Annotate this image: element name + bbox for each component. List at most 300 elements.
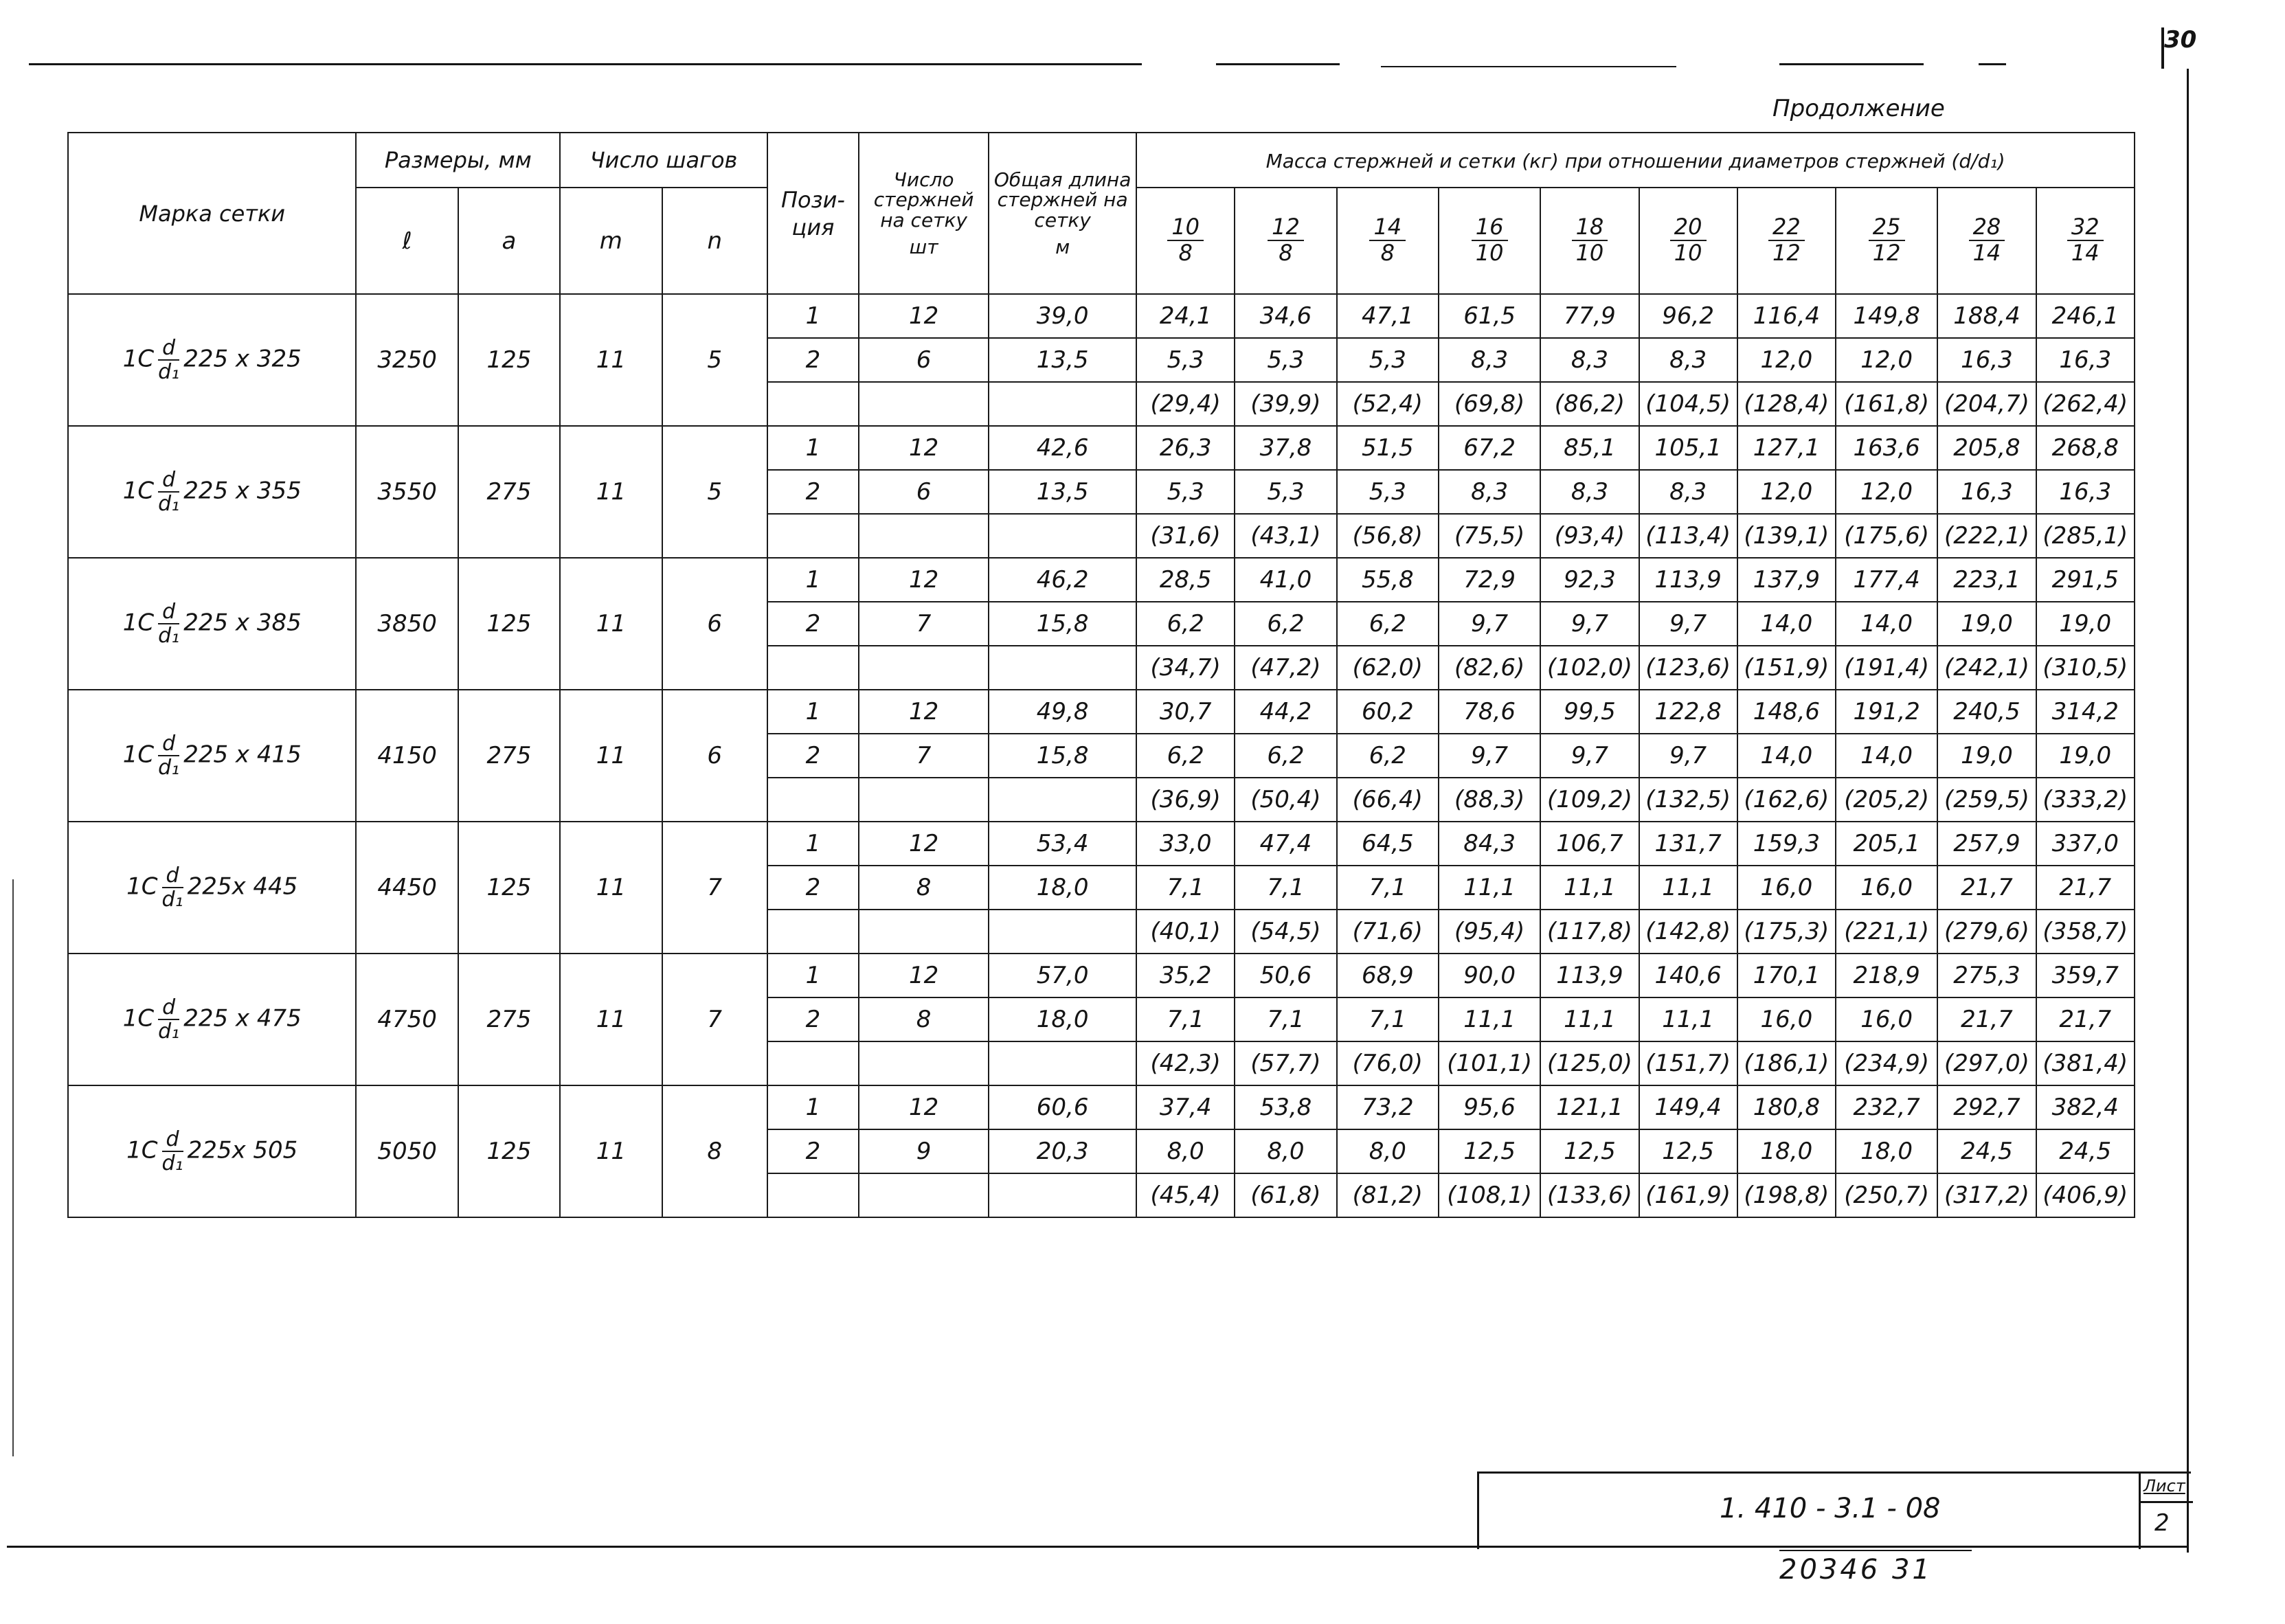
position: 1	[767, 558, 859, 602]
mass-value: 8,0	[1235, 1129, 1336, 1173]
document-code: 1. 410 - 3.1 - 08	[1720, 1493, 1941, 1524]
steps-m: 11	[560, 1085, 662, 1217]
mass-value: 47,1	[1337, 294, 1439, 338]
total-length	[989, 1173, 1136, 1217]
mass-value: (132,5)	[1639, 778, 1737, 822]
total-length	[989, 382, 1136, 426]
mass-value: (234,9)	[1836, 1041, 1937, 1085]
mass-value: 140,6	[1639, 954, 1737, 997]
size-a: 125	[458, 1085, 560, 1217]
page-number: 30	[2164, 26, 2197, 54]
table-row	[68, 1085, 2135, 1129]
mass-value: 7,1	[1235, 997, 1336, 1041]
mass-value: (139,1)	[1737, 514, 1836, 558]
sheet-divider	[2141, 1501, 2193, 1503]
position: 2	[767, 734, 859, 778]
mass-value: 113,9	[1639, 558, 1737, 602]
mass-value: 159,3	[1737, 822, 1836, 866]
mass-value: 99,5	[1540, 690, 1639, 734]
total-length: 13,5	[989, 338, 1136, 382]
mass-value: 16,3	[1937, 470, 2036, 514]
bars-count: 7	[859, 734, 989, 778]
mass-value: 6,2	[1235, 734, 1336, 778]
total-length: 57,0	[989, 954, 1136, 997]
bars-count: 12	[859, 954, 989, 997]
size-l: 4150	[356, 690, 458, 822]
total-length: 42,6	[989, 426, 1136, 470]
mass-value: 37,8	[1235, 426, 1336, 470]
mass-value: (125,0)	[1540, 1041, 1639, 1085]
mass-value: 11,1	[1439, 997, 1540, 1041]
mass-value: (204,7)	[1937, 382, 2036, 426]
mass-value: (75,5)	[1439, 514, 1540, 558]
header-ratio-4: $\frac{16}{10}$	[1439, 188, 1540, 294]
size-a: 275	[458, 426, 560, 558]
bars-count	[859, 778, 989, 822]
mass-value: (81,2)	[1337, 1173, 1439, 1217]
mass-value: 149,4	[1639, 1085, 1737, 1129]
bars-count: 12	[859, 558, 989, 602]
mass-value: 9,7	[1439, 602, 1540, 646]
mass-value: 9,7	[1639, 734, 1737, 778]
mass-value: 268,8	[2036, 426, 2135, 470]
header-ratio-10: $\frac{32}{14}$	[2036, 188, 2135, 294]
mass-value: 90,0	[1439, 954, 1540, 997]
mass-value: (108,1)	[1439, 1173, 1540, 1217]
mass-value: 337,0	[2036, 822, 2135, 866]
mass-value: 7,1	[1337, 866, 1439, 910]
mass-value: (205,2)	[1836, 778, 1937, 822]
mass-value: (52,4)	[1337, 382, 1439, 426]
mesh-mark: 1С $\frac{d}{\text{d₁}}$ 225 x 475	[68, 954, 356, 1085]
mass-value: 12,5	[1439, 1129, 1540, 1173]
mass-value: (93,4)	[1540, 514, 1639, 558]
steps-m: 11	[560, 558, 662, 690]
mass-value: 11,1	[1639, 997, 1737, 1041]
mass-value: (151,9)	[1737, 646, 1836, 690]
mass-value: 257,9	[1937, 822, 2036, 866]
header-position: Пози- ция	[767, 133, 859, 294]
mass-value: 14,0	[1836, 602, 1937, 646]
mass-value: (333,2)	[2036, 778, 2135, 822]
mass-value: (191,4)	[1836, 646, 1937, 690]
bars-count: 12	[859, 294, 989, 338]
mass-value: (102,0)	[1540, 646, 1639, 690]
position	[767, 778, 859, 822]
mass-value: 60,2	[1337, 690, 1439, 734]
header-sizes: Размеры, мм	[356, 133, 560, 188]
mass-value: 163,6	[1836, 426, 1937, 470]
mesh-mark: 1С $\frac{d}{\text{d₁}}$ 225 x 415	[68, 690, 356, 822]
mass-value: 16,0	[1737, 997, 1836, 1041]
mass-value: 5,3	[1337, 338, 1439, 382]
mass-value: 16,3	[2036, 338, 2135, 382]
mass-value: 127,1	[1737, 426, 1836, 470]
mass-value: 26,3	[1136, 426, 1235, 470]
mass-value: 8,3	[1639, 470, 1737, 514]
mass-value: (117,8)	[1540, 910, 1639, 954]
total-length	[989, 1041, 1136, 1085]
mass-value: 6,2	[1136, 734, 1235, 778]
frame-top-line-2	[1216, 63, 1340, 65]
mass-value: (57,7)	[1235, 1041, 1336, 1085]
mass-value: 8,0	[1337, 1129, 1439, 1173]
size-l: 4450	[356, 822, 458, 954]
mass-value: (71,6)	[1337, 910, 1439, 954]
mass-value: (50,4)	[1235, 778, 1336, 822]
bars-count: 12	[859, 426, 989, 470]
frame-right-line	[2187, 69, 2189, 1553]
bars-count	[859, 382, 989, 426]
position	[767, 1173, 859, 1217]
header-mass-title: Масса стержней и сетки (кг) при отношении диаметров стержней (d/d₁)	[1136, 133, 2135, 188]
mass-value: 37,4	[1136, 1085, 1235, 1129]
mass-value: (54,5)	[1235, 910, 1336, 954]
mesh-mark: 1С $\frac{d}{\text{d₁}}$ 225 x 385	[68, 558, 356, 690]
mass-value: 5,3	[1337, 470, 1439, 514]
steps-n: 6	[662, 690, 767, 822]
mass-value: 19,0	[2036, 602, 2135, 646]
mass-value: 30,7	[1136, 690, 1235, 734]
mass-value: 205,1	[1836, 822, 1937, 866]
mass-value: 292,7	[1937, 1085, 2036, 1129]
stamp-underline	[1779, 1550, 1972, 1551]
mass-value: 35,2	[1136, 954, 1235, 997]
frame-left-line	[12, 879, 14, 1456]
mass-value: (162,6)	[1737, 778, 1836, 822]
mass-value: 50,6	[1235, 954, 1336, 997]
mass-value: 218,9	[1836, 954, 1937, 997]
mass-value: (250,7)	[1836, 1173, 1937, 1217]
mass-value: 223,1	[1937, 558, 2036, 602]
mass-value: 18,0	[1836, 1129, 1937, 1173]
mass-value: 21,7	[2036, 866, 2135, 910]
mass-value: (358,7)	[2036, 910, 2135, 954]
mass-value: 188,4	[1937, 294, 2036, 338]
archive-stamp: 20346 31	[1779, 1554, 1933, 1586]
bars-count	[859, 646, 989, 690]
mass-value: 19,0	[1937, 602, 2036, 646]
table-body	[68, 294, 2135, 1217]
mass-value: (175,3)	[1737, 910, 1836, 954]
mass-value: 95,6	[1439, 1085, 1540, 1129]
mass-value: 19,0	[2036, 734, 2135, 778]
mass-value: 16,3	[2036, 470, 2135, 514]
mass-value: (317,2)	[1937, 1173, 2036, 1217]
table-row	[68, 558, 2135, 602]
mass-value: (381,4)	[2036, 1041, 2135, 1085]
size-a: 125	[458, 822, 560, 954]
bars-count: 6	[859, 338, 989, 382]
bars-count: 12	[859, 822, 989, 866]
header-steps-n: n	[662, 188, 767, 294]
mass-value: 14,0	[1836, 734, 1937, 778]
frame-top-line-3	[1381, 66, 1676, 67]
mass-value: (406,9)	[2036, 1173, 2135, 1217]
mass-value: (56,8)	[1337, 514, 1439, 558]
size-l: 3550	[356, 426, 458, 558]
total-length: 49,8	[989, 690, 1136, 734]
mass-value: (82,6)	[1439, 646, 1540, 690]
total-length	[989, 910, 1136, 954]
total-length: 18,0	[989, 997, 1136, 1041]
mass-value: 113,9	[1540, 954, 1639, 997]
mass-value: 232,7	[1836, 1085, 1937, 1129]
mass-value: (40,1)	[1136, 910, 1235, 954]
position: 1	[767, 954, 859, 997]
total-length: 60,6	[989, 1085, 1136, 1129]
mass-value: 180,8	[1737, 1085, 1836, 1129]
total-length: 39,0	[989, 294, 1136, 338]
mass-value: (104,5)	[1639, 382, 1737, 426]
header-size-a: a	[458, 188, 560, 294]
bars-count: 12	[859, 690, 989, 734]
mass-value: (221,1)	[1836, 910, 1937, 954]
mass-value: (151,7)	[1639, 1041, 1737, 1085]
mass-value: 8,3	[1540, 338, 1639, 382]
mass-value: (186,1)	[1737, 1041, 1836, 1085]
mass-value: (62,0)	[1337, 646, 1439, 690]
mass-value: (279,6)	[1937, 910, 2036, 954]
mass-value: 9,7	[1439, 734, 1540, 778]
mass-value: 19,0	[1937, 734, 2036, 778]
header-bars-count: Число стержней на сетку шт	[859, 133, 989, 294]
total-length: 13,5	[989, 470, 1136, 514]
header-steps: Число шагов	[560, 133, 767, 188]
mass-value: (113,4)	[1639, 514, 1737, 558]
mass-value: (101,1)	[1439, 1041, 1540, 1085]
steps-m: 11	[560, 822, 662, 954]
mass-value: (133,6)	[1540, 1173, 1639, 1217]
mass-value: 8,3	[1439, 338, 1540, 382]
mass-value: 12,5	[1540, 1129, 1639, 1173]
steps-n: 6	[662, 558, 767, 690]
header-ratio-3: $\frac{14}{8}$	[1337, 188, 1439, 294]
mass-value: 85,1	[1540, 426, 1639, 470]
mass-value: 106,7	[1540, 822, 1639, 866]
mass-value: 359,7	[2036, 954, 2135, 997]
header-ratio-8: $\frac{25}{12}$	[1836, 188, 1937, 294]
position: 2	[767, 602, 859, 646]
size-l: 5050	[356, 1085, 458, 1217]
mass-value: (88,3)	[1439, 778, 1540, 822]
table-row	[68, 822, 2135, 866]
mass-value: (297,0)	[1937, 1041, 2036, 1085]
mass-value: 16,0	[1836, 997, 1937, 1041]
position: 1	[767, 822, 859, 866]
table-row	[68, 294, 2135, 338]
mass-value: 34,6	[1235, 294, 1336, 338]
steps-m: 11	[560, 294, 662, 426]
header-ratio-1: $\frac{10}{8}$	[1136, 188, 1235, 294]
mass-value: 121,1	[1540, 1085, 1639, 1129]
mass-value: (69,8)	[1439, 382, 1540, 426]
mass-value: 96,2	[1639, 294, 1737, 338]
mass-value: 73,2	[1337, 1085, 1439, 1129]
bars-count	[859, 1173, 989, 1217]
mass-value: 44,2	[1235, 690, 1336, 734]
mass-value: 61,5	[1439, 294, 1540, 338]
mesh-mark: 1С $\frac{d}{\text{d₁}}$ 225x 505	[68, 1085, 356, 1217]
mass-value: (39,9)	[1235, 382, 1336, 426]
mass-value: 5,3	[1136, 470, 1235, 514]
mass-value: 148,6	[1737, 690, 1836, 734]
mass-value: (66,4)	[1337, 778, 1439, 822]
position: 1	[767, 690, 859, 734]
mass-value: (42,3)	[1136, 1041, 1235, 1085]
header-mark: Марка сетки	[68, 133, 356, 294]
frame-top-line-5	[1979, 63, 2006, 65]
sheet-cell	[2139, 1474, 2193, 1549]
position: 2	[767, 866, 859, 910]
position	[767, 514, 859, 558]
mass-value: (142,8)	[1639, 910, 1737, 954]
steps-m: 11	[560, 426, 662, 558]
mass-value: (95,4)	[1439, 910, 1540, 954]
position: 2	[767, 338, 859, 382]
mass-value: 122,8	[1639, 690, 1737, 734]
mass-value: 6,2	[1136, 602, 1235, 646]
mass-value: 12,0	[1836, 338, 1937, 382]
mass-value: 246,1	[2036, 294, 2135, 338]
total-length: 15,8	[989, 602, 1136, 646]
mesh-mass-table	[67, 132, 2135, 1218]
mass-value: (285,1)	[2036, 514, 2135, 558]
size-l: 3250	[356, 294, 458, 426]
mass-value: (262,4)	[2036, 382, 2135, 426]
mass-value: 116,4	[1737, 294, 1836, 338]
mass-value: (175,6)	[1836, 514, 1937, 558]
mass-value: (45,4)	[1136, 1173, 1235, 1217]
mass-value: 6,2	[1337, 602, 1439, 646]
mass-value: (47,2)	[1235, 646, 1336, 690]
size-a: 125	[458, 558, 560, 690]
mass-value: 78,6	[1439, 690, 1540, 734]
mass-value: 55,8	[1337, 558, 1439, 602]
position: 2	[767, 1129, 859, 1173]
frame-top-line-4	[1779, 63, 1924, 65]
mass-value: 5,3	[1136, 338, 1235, 382]
frame-top-line-1	[29, 63, 1142, 65]
steps-n: 7	[662, 822, 767, 954]
size-l: 3850	[356, 558, 458, 690]
mass-value: 7,1	[1136, 997, 1235, 1041]
mass-value: 47,4	[1235, 822, 1336, 866]
mass-value: 24,1	[1136, 294, 1235, 338]
title-block	[1477, 1471, 2191, 1549]
mesh-mark: 1С $\frac{d}{\text{d₁}}$ 225 x 325	[68, 294, 356, 426]
mass-value: (61,8)	[1235, 1173, 1336, 1217]
mesh-mark: 1С $\frac{d}{\text{d₁}}$ 225 x 355	[68, 426, 356, 558]
total-length: 46,2	[989, 558, 1136, 602]
header-steps-m: m	[560, 188, 662, 294]
mass-value: 21,7	[1937, 866, 2036, 910]
mass-value: 149,8	[1836, 294, 1937, 338]
mass-value: 6,2	[1337, 734, 1439, 778]
position: 2	[767, 470, 859, 514]
mass-value: 12,0	[1737, 338, 1836, 382]
header-ratio-6: $\frac{20}{10}$	[1639, 188, 1737, 294]
mass-value: 275,3	[1937, 954, 2036, 997]
position	[767, 910, 859, 954]
mass-value: (36,9)	[1136, 778, 1235, 822]
mass-value: 68,9	[1337, 954, 1439, 997]
mass-value: 314,2	[2036, 690, 2135, 734]
position: 1	[767, 294, 859, 338]
table-row	[68, 690, 2135, 734]
mass-value: 291,5	[2036, 558, 2135, 602]
mass-value: (34,7)	[1136, 646, 1235, 690]
mass-value: (123,6)	[1639, 646, 1737, 690]
mass-value: (310,5)	[2036, 646, 2135, 690]
mass-value: 5,3	[1235, 470, 1336, 514]
mass-value: 382,4	[2036, 1085, 2135, 1129]
mass-value: 77,9	[1540, 294, 1639, 338]
continuation-label: Продолжение	[1772, 95, 1945, 122]
mass-value: 12,5	[1639, 1129, 1737, 1173]
mass-value: 21,7	[2036, 997, 2135, 1041]
steps-n: 5	[662, 426, 767, 558]
mass-value: 8,0	[1136, 1129, 1235, 1173]
position: 1	[767, 426, 859, 470]
total-length	[989, 778, 1136, 822]
mass-value: (109,2)	[1540, 778, 1639, 822]
mass-value: 8,3	[1639, 338, 1737, 382]
mass-value: 16,0	[1836, 866, 1937, 910]
steps-n: 8	[662, 1085, 767, 1217]
mass-value: 205,8	[1937, 426, 2036, 470]
mass-value: (242,1)	[1937, 646, 2036, 690]
header-ratio-2: $\frac{12}{8}$	[1235, 188, 1336, 294]
mass-value: 7,1	[1136, 866, 1235, 910]
total-length: 20,3	[989, 1129, 1136, 1173]
bars-count: 12	[859, 1085, 989, 1129]
mass-value: 11,1	[1639, 866, 1737, 910]
mass-value: 16,0	[1737, 866, 1836, 910]
mass-value: (76,0)	[1337, 1041, 1439, 1085]
mass-value: 9,7	[1540, 602, 1639, 646]
mass-value: 92,3	[1540, 558, 1639, 602]
mass-value: 28,5	[1136, 558, 1235, 602]
mass-value: 11,1	[1439, 866, 1540, 910]
size-l: 4750	[356, 954, 458, 1085]
mass-value: 191,2	[1836, 690, 1937, 734]
mass-value: (161,9)	[1639, 1173, 1737, 1217]
bars-count: 6	[859, 470, 989, 514]
header-size-l: ℓ	[356, 188, 458, 294]
bars-count	[859, 910, 989, 954]
mass-value: 7,1	[1337, 997, 1439, 1041]
sheet-label: Лист	[2143, 1476, 2185, 1496]
mass-value: 137,9	[1737, 558, 1836, 602]
total-length: 15,8	[989, 734, 1136, 778]
mass-value: (128,4)	[1737, 382, 1836, 426]
mass-value: (31,6)	[1136, 514, 1235, 558]
bars-count	[859, 1041, 989, 1085]
bars-count: 8	[859, 866, 989, 910]
mass-value: 53,8	[1235, 1085, 1336, 1129]
table-row	[68, 954, 2135, 997]
mass-value: 170,1	[1737, 954, 1836, 997]
mass-value: (161,8)	[1836, 382, 1937, 426]
mass-value: 16,3	[1937, 338, 2036, 382]
mass-value: 6,2	[1235, 602, 1336, 646]
mass-value: 240,5	[1937, 690, 2036, 734]
bars-count: 7	[859, 602, 989, 646]
sheet-number: 2	[2154, 1509, 2170, 1537]
position: 1	[767, 1085, 859, 1129]
steps-m: 11	[560, 954, 662, 1085]
